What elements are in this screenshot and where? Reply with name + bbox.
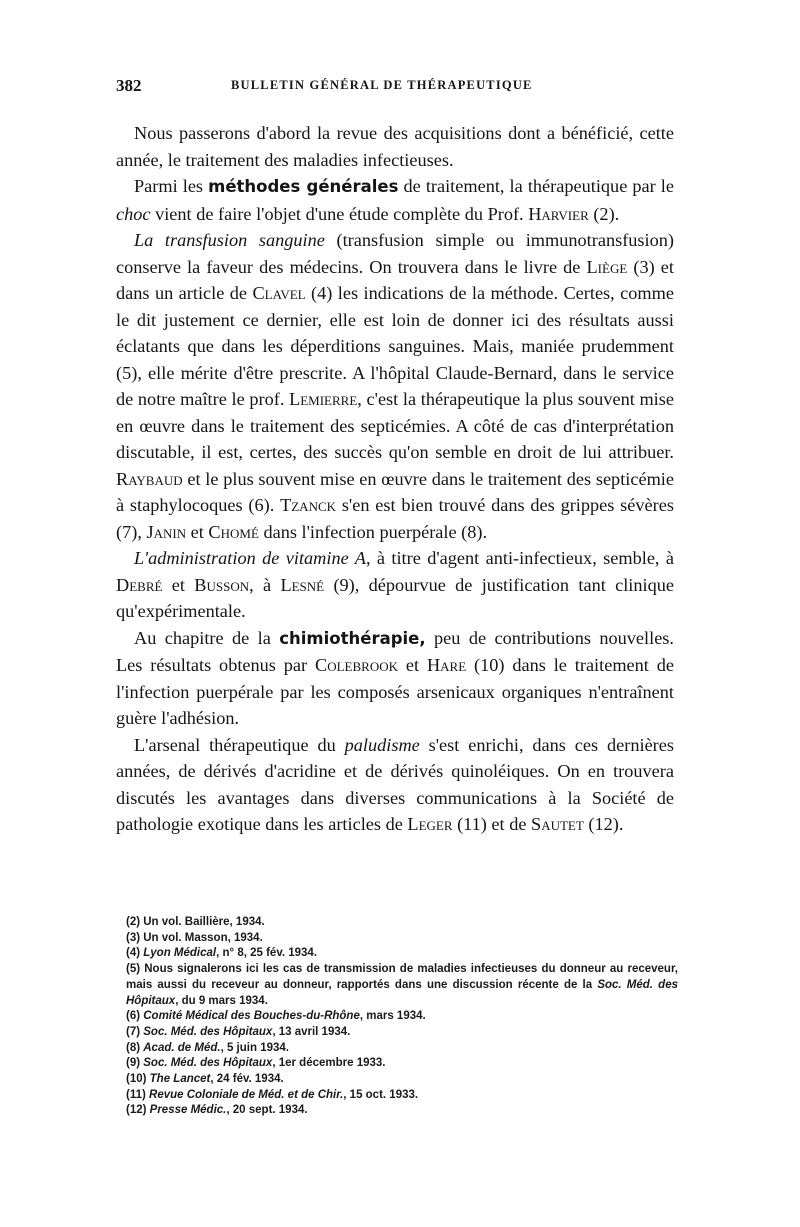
text-run: , 13 avril 1934. xyxy=(272,1025,351,1038)
footnote-6 xyxy=(126,1009,678,1025)
text-run: (4) xyxy=(126,947,144,960)
text-run: Nous passerons d'abord la revue des acquisitions dont a bénéficié, cette année, le traitement des maladies infectieuses. xyxy=(116,123,674,170)
italic-term: Soc. Méd. des Hôpitaux xyxy=(143,1025,273,1038)
text-run: et xyxy=(162,574,195,595)
text-run: , c'est la thérapeutique la plus souvent mise en œuvre dans le traitement des septicémies. A côté de cas d'interprétation discutable, il est, certes, des succès qu'on semble en droit de lui attribuer. xyxy=(116,389,674,462)
footnote-4 xyxy=(126,946,678,962)
text-run: peu de contributions nouvelles. Les résultats obtenus par xyxy=(116,627,674,675)
footnote-8 xyxy=(126,1041,678,1057)
author-name: Debré xyxy=(116,574,163,595)
text-run: Parmi les xyxy=(134,176,209,196)
text-run: (10) xyxy=(126,1073,150,1086)
paragraph-transfusion xyxy=(116,227,674,545)
italic-term: Acad. de Méd. xyxy=(143,1041,221,1054)
text-run: (12). xyxy=(583,814,624,834)
author-name: Lesné xyxy=(280,574,325,595)
text-run: (4) les indications de la méthode. Certes, comme le dit justement ce dernier, elle est loin de donner ici des résultats aussi éclatants que dans les déperditions sanguines. Mais, maniée prudemment (5), elle mérite d'être prescrite. A l'hôpital Claude-Bernard, dans le service de notre maître le prof. xyxy=(116,283,674,409)
text-run: (10) dans le traitement de l'infection puerpérale par les composés arsenicaux organiques n'entraînent guère l'adhésion. xyxy=(116,655,675,728)
paragraph-intro xyxy=(116,120,674,173)
italic-term: L'administration de vitamine A xyxy=(134,548,366,568)
author-name: Leger xyxy=(407,814,453,834)
footnotes xyxy=(126,915,678,1119)
text-run: (3) et dans un article de xyxy=(116,256,674,303)
text-run: , 15 oct. 1933. xyxy=(343,1088,419,1101)
text-run: (2). xyxy=(588,203,620,224)
author-name: Tzanck xyxy=(280,495,337,515)
text-run: (8) xyxy=(126,1041,144,1054)
author-name: Harvier xyxy=(528,203,589,224)
author-name: Busson xyxy=(194,574,250,595)
author-name: Chomé xyxy=(208,521,259,542)
author-name: Colebrook xyxy=(315,655,398,675)
text-run: vient de faire l'objet d'une étude complète du Prof. xyxy=(150,203,529,224)
italic-term: Comité Médical des Bouches-du-Rhône xyxy=(143,1010,360,1023)
running-title: BULLETIN GÉNÉRAL DE THÉRAPEUTIQUE xyxy=(231,78,533,92)
text-run: s'est enrichi, dans ces dernières années, de dérivés d'acridine et de dérivés quinoléiques. On en trouvera discutés les avantages dans diverses communications à la Société de pathologie exotique dans les articles de xyxy=(116,734,674,834)
italic-term: paludisme xyxy=(344,734,420,755)
italic-term: choc xyxy=(116,203,151,224)
text-run: (9) xyxy=(126,1057,144,1070)
footnote-9 xyxy=(126,1056,678,1072)
text-run: dans l'infection puerpérale (8). xyxy=(258,521,488,542)
text-run: , 24 fév. 1934. xyxy=(210,1073,284,1086)
text-run: , 5 juin 1934. xyxy=(220,1041,289,1054)
footnote-2: (2) Un vol. Baillière, 1934. xyxy=(126,916,265,928)
text-run: L'arsenal thérapeutique du xyxy=(134,734,345,755)
text-run: , du 9 mars 1934. xyxy=(175,994,268,1007)
italic-term: Revue Coloniale de Méd. et de Chir. xyxy=(149,1088,344,1101)
text-run: (11) et de xyxy=(452,814,532,834)
text-run: , mars 1934. xyxy=(359,1010,426,1023)
text-run: (transfusion simple ou immunotransfusion) conserve la faveur des médecins. On trouvera dans le livre de xyxy=(116,230,674,277)
author-name: Clavel xyxy=(252,283,306,303)
page-number: 382 xyxy=(116,76,142,95)
text-run: et xyxy=(186,521,209,542)
text-run: (11) xyxy=(126,1088,150,1101)
italic-term: The Lancet xyxy=(149,1073,211,1086)
paragraph-vitamine xyxy=(116,545,674,625)
author-name: Raybaud xyxy=(116,468,183,489)
body-text xyxy=(116,120,674,838)
footnote-7 xyxy=(126,1025,678,1041)
text-run: et xyxy=(398,655,427,675)
text-run: (9), dépourvue de justification tant clinique qu'expérimentale. xyxy=(116,574,674,621)
italic-term: Presse Médic. xyxy=(149,1104,227,1117)
page-header xyxy=(116,76,676,100)
text-run: , à titre d'agent anti-infectieux, semble, à xyxy=(365,548,674,568)
text-run: et le plus souvent mise en œuvre dans le traitement des septicémie à staphylocoques (6). xyxy=(116,468,674,515)
text-run: (5) Nous signalerons ici les cas de transmission de maladies infectieuses du donneur au receveur, mais aussi du receveur au donneur, rapportés dans une discussion récente de la xyxy=(126,963,678,991)
text-run: , à xyxy=(249,574,281,595)
author-name: Janin xyxy=(146,521,187,542)
footnote-5 xyxy=(126,962,678,1009)
text-run: (7) xyxy=(126,1025,144,1038)
text-run: Au chapitre de la xyxy=(134,627,280,648)
italic-term: Lyon Médical xyxy=(143,947,217,960)
text-run: (6) xyxy=(126,1010,144,1023)
bold-term: méthodes générales xyxy=(208,177,399,196)
italic-term: La transfusion sanguine xyxy=(134,230,325,250)
footnote-10 xyxy=(126,1072,678,1088)
italic-term: Soc. Méd. des Hôpitaux xyxy=(126,978,678,1007)
footnote-3: (3) Un vol. Masson, 1934. xyxy=(126,931,263,944)
author-name: Sautet xyxy=(531,814,584,834)
text-run: de traitement, la thérapeutique par le xyxy=(398,176,674,196)
paragraph-chimiotherapie xyxy=(116,625,674,732)
paragraph-methodes xyxy=(116,173,674,227)
text-run: s'en est bien trouvé dans des grippes sévères (7), xyxy=(116,495,674,542)
text-run: (12) xyxy=(126,1104,150,1117)
text-run: , n° 8, 25 fév. 1934. xyxy=(216,947,318,960)
italic-term: Soc. Méd. des Hôpitaux xyxy=(143,1057,273,1070)
author-name: Lemierre xyxy=(289,389,358,409)
author-name: Hare xyxy=(426,655,467,675)
author-name: Liège xyxy=(586,256,628,277)
text-run: , 1er décembre 1933. xyxy=(272,1057,386,1070)
paragraph-paludisme xyxy=(116,732,674,838)
text-run: , 20 sept. 1934. xyxy=(226,1104,308,1117)
footnote-11 xyxy=(126,1088,678,1104)
bold-term: chimiothérapie, xyxy=(279,628,426,648)
footnote-12 xyxy=(126,1103,678,1119)
